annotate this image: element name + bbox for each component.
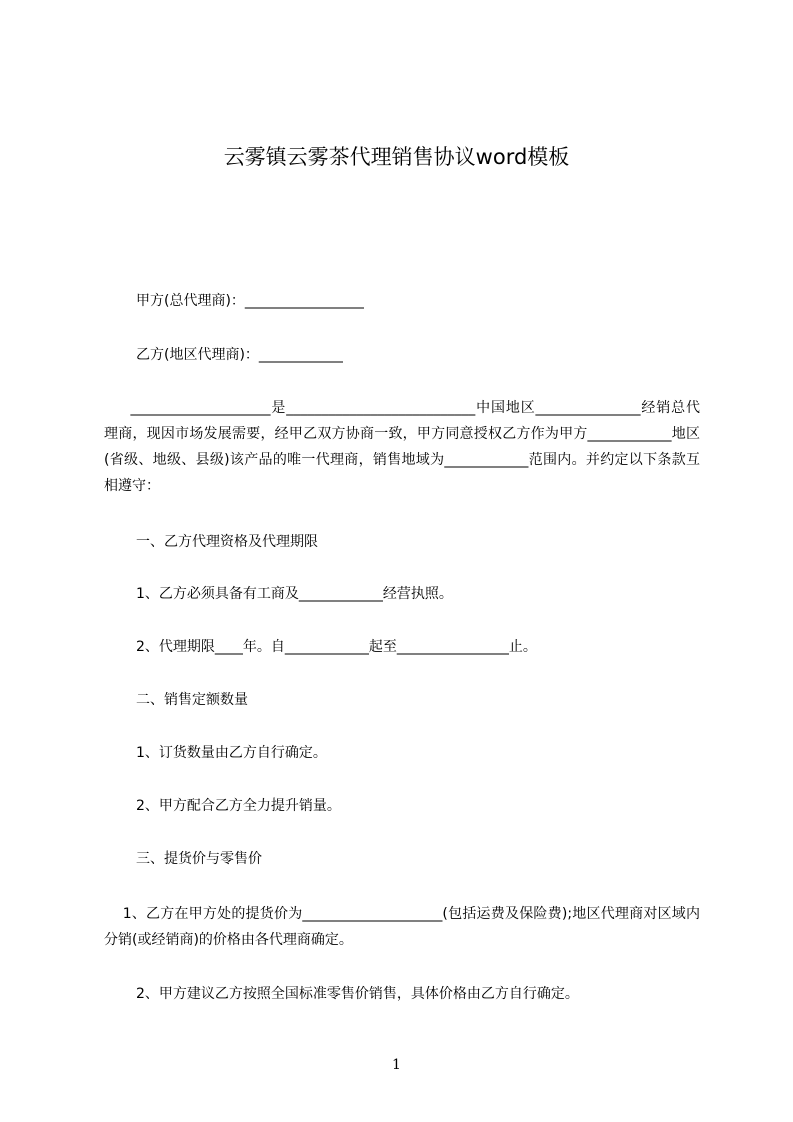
section-item: 2、甲方建议乙方按照全国标准零售价销售，具体价格由乙方自行确定。	[136, 986, 579, 1002]
section-item: 1、乙方必须具备有工商及____________经营执照。	[136, 586, 453, 602]
section-heading-qualification: 一、乙方代理资格及代理期限	[136, 534, 318, 550]
document-title: 云雾镇云雾茶代理销售协议word模板	[223, 145, 570, 169]
section-item-paragraph: 1、乙方在甲方处的提货价为____________________(包括运费及保险费);地区代理商对区域内分销(或经销商)的价格由各代理商确定。	[104, 906, 701, 948]
party-b-line: 乙方(地区代理商)：____________	[136, 347, 343, 363]
party-a-line: 甲方(总代理商)：_________________	[136, 293, 364, 309]
section-item: 1、订货数量由乙方自行确定。	[136, 745, 327, 761]
section-heading-sales-quota: 二、销售定额数量	[136, 692, 248, 708]
page-number: 1	[392, 1057, 401, 1073]
section-heading-pricing: 三、提货价与零售价	[136, 851, 262, 867]
intro-paragraph: ____________________是___________________________中国地区_______________经销总代理商，现因市场发展需要，经甲乙双方协商一致，甲方同意授权乙方作为甲方____________地区(省级、地级、县级)该产品的唯一代理商，销售地域为____________范围内。并约定以下条款互相遵守：	[104, 400, 700, 494]
section-item: 2、代理期限____年。自____________起至________________止。	[136, 639, 537, 655]
section-item: 2、甲方配合乙方全力提升销量。	[136, 798, 341, 814]
